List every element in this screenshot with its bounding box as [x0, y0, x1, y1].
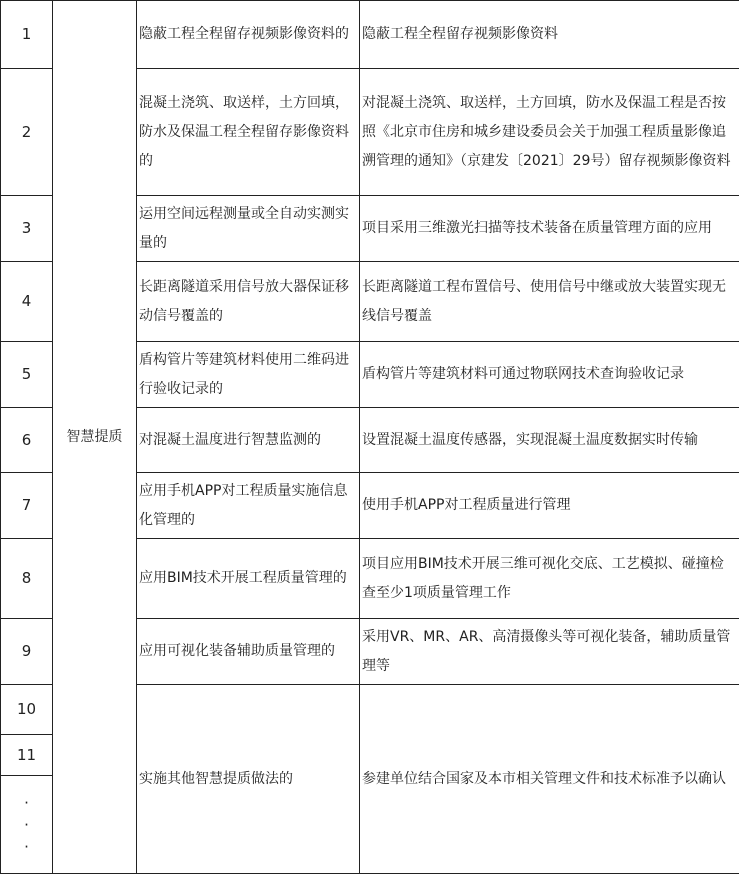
item-cell: 应用手机APP对工程质量实施信息化管理的	[137, 473, 360, 539]
item-cell: 盾构管片等建筑材料使用二维码进行验收记录的	[137, 342, 360, 408]
row-number: 4	[1, 262, 53, 342]
description-cell: 使用手机APP对工程质量进行管理	[360, 473, 739, 539]
row-number: 2	[1, 69, 53, 196]
item-cell: 长距离隧道采用信号放大器保证移动信号覆盖的	[137, 262, 360, 342]
row-number: 6	[1, 408, 53, 473]
item-cell: 混凝土浇筑、取送样，土方回填，防水及保温工程全程留存影像资料的	[137, 69, 360, 196]
row-number: 7	[1, 473, 53, 539]
description-cell: 设置混凝土温度传感器，实现混凝土温度数据实时传输	[360, 408, 739, 473]
row-number: 11	[1, 735, 53, 776]
item-cell: 应用可视化装备辅助质量管理的	[137, 619, 360, 685]
description-cell: 参建单位结合国家及本市相关管理文件和技术标准予以确认	[360, 685, 739, 874]
item-cell: 应用BIM技术开展工程质量管理的	[137, 539, 360, 619]
item-cell: 对混凝土温度进行智慧监测的	[137, 408, 360, 473]
description-cell: 项目应用BIM技术开展三维可视化交底、工艺模拟、碰撞检查至少1项质量管理工作	[360, 539, 739, 619]
item-cell: 实施其他智慧提质做法的	[137, 685, 360, 874]
description-cell: 对混凝土浇筑、取送样，土方回填，防水及保温工程是否按照《北京市住房和城乡建设委员会关于加强工程质量影像追溯管理的通知》（京建发〔2021〕29号）留存视频影像资料	[360, 69, 739, 196]
description-cell: 项目采用三维激光扫描等技术装备在质量管理方面的应用	[360, 196, 739, 262]
description-cell: 隐蔽工程全程留存视频影像资料	[360, 1, 739, 69]
row-number: 5	[1, 342, 53, 408]
ellipsis-marker: · · ·	[1, 776, 53, 874]
description-cell: 采用VR、MR、AR、高清摄像头等可视化装备，辅助质量管理等	[360, 619, 739, 685]
row-number: 10	[1, 685, 53, 735]
description-cell: 盾构管片等建筑材料可通过物联网技术查询验收记录	[360, 342, 739, 408]
item-cell: 运用空间远程测量或全自动实测实量的	[137, 196, 360, 262]
item-cell: 隐蔽工程全程留存视频影像资料的	[137, 1, 360, 69]
row-number: 9	[1, 619, 53, 685]
row-number: 1	[1, 1, 53, 69]
description-cell: 长距离隧道工程布置信号、使用信号中继或放大装置实现无线信号覆盖	[360, 262, 739, 342]
table-row	[1, 1, 739, 69]
row-number: 3	[1, 196, 53, 262]
row-number: 8	[1, 539, 53, 619]
category-cell: 智慧提质	[53, 1, 137, 874]
